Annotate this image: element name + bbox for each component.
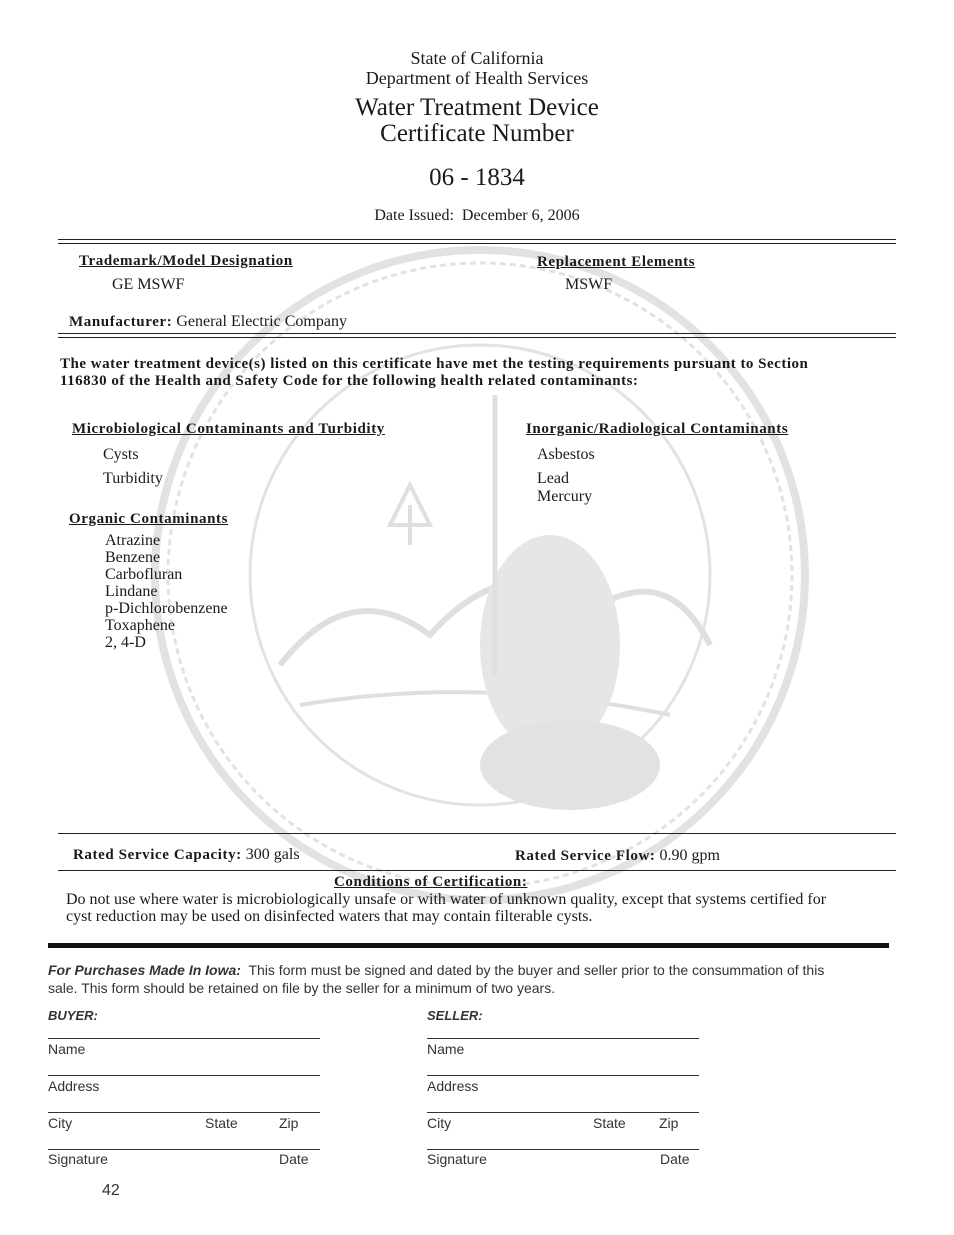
replacement-value: MSWF xyxy=(565,276,613,293)
list-item: p-Dichlorobenzene xyxy=(105,600,228,617)
inorganic-heading: Inorganic/Radiological Contaminants xyxy=(526,421,789,437)
capacity-row xyxy=(73,846,300,864)
iowa-line-1: This form must be signed and dated by the buyer and seller prior to the consummation of this xyxy=(248,962,825,978)
seller-city-label: City xyxy=(427,1115,452,1131)
buyer-city-label: City xyxy=(48,1115,73,1131)
seller-city-line[interactable] xyxy=(427,1112,699,1113)
seller-name-line[interactable] xyxy=(427,1038,699,1039)
buyer-state-label: State xyxy=(205,1115,238,1131)
organic-heading: Organic Contaminants xyxy=(69,511,229,527)
seller-signature-line[interactable] xyxy=(427,1149,699,1150)
list-item: Toxaphene xyxy=(105,617,175,634)
seller-heading: SELLER: xyxy=(427,1008,483,1023)
list-item: Turbidity xyxy=(103,470,163,487)
buyer-name-label: Name xyxy=(48,1041,86,1057)
iowa-lead: For Purchases Made In Iowa: xyxy=(48,962,241,978)
department-name: Department of Health Services xyxy=(365,68,589,88)
list-item: 2, 4-D xyxy=(105,634,146,651)
date-issued xyxy=(0,207,954,225)
microbiological-heading: Microbiological Contaminants and Turbidity xyxy=(72,421,385,437)
list-item: Atrazine xyxy=(105,532,161,549)
date-issued-label: Date Issued: xyxy=(374,207,454,224)
manufacturer-label: Manufacturer: xyxy=(69,314,173,330)
seller-zip-label: Zip xyxy=(659,1115,679,1131)
trademark-value: GE MSWF xyxy=(112,276,185,293)
iowa-notice xyxy=(48,962,824,978)
state-seal-watermark xyxy=(150,245,810,905)
manufacturer-value: General Electric Company xyxy=(176,313,347,330)
conditions-line-1: Do not use where water is microbiologically unsafe or with water of unknown quality, except that systems certified for xyxy=(66,891,827,908)
flow-value: 0.90 gpm xyxy=(659,847,720,864)
list-item: Asbestos xyxy=(537,446,595,463)
seller-signature-label: Signature xyxy=(427,1151,487,1167)
conditions-heading: Conditions of Certification: xyxy=(334,874,528,890)
certificate-subtitle: Certificate Number xyxy=(380,120,574,147)
buyer-address-line[interactable] xyxy=(48,1075,320,1076)
date-issued-value: December 6, 2006 xyxy=(461,207,580,224)
conditions-line-2: cyst reduction may be used on disinfected waters that may contain filterable cysts. xyxy=(66,908,593,925)
buyer-city-line[interactable] xyxy=(48,1112,320,1113)
certificate-number: 06 - 1834 xyxy=(429,164,525,191)
buyer-signature-label: Signature xyxy=(48,1151,108,1167)
seller-address-label: Address xyxy=(427,1078,479,1094)
seller-state-label: State xyxy=(593,1115,626,1131)
section-divider xyxy=(48,943,889,948)
seller-date-label: Date xyxy=(660,1151,690,1167)
trademark-heading: Trademark/Model Designation xyxy=(79,253,293,269)
buyer-date-label: Date xyxy=(279,1151,309,1167)
list-item: Lead xyxy=(537,470,569,487)
buyer-signature-line[interactable] xyxy=(48,1149,320,1150)
list-item: Lindane xyxy=(105,583,158,600)
list-item: Benzene xyxy=(105,549,161,566)
seller-name-label: Name xyxy=(427,1041,465,1057)
buyer-heading: BUYER: xyxy=(48,1008,98,1023)
buyer-zip-label: Zip xyxy=(279,1115,299,1131)
capacity-label: Rated Service Capacity: xyxy=(73,847,242,863)
flow-label: Rated Service Flow: xyxy=(515,848,656,864)
statement-line-2: 116830 of the Health and Safety Code for the following health related contaminants: xyxy=(60,373,639,389)
manufacturer-row xyxy=(69,313,347,331)
iowa-line-2: sale. This form should be retained on file by the seller for a minimum of two years. xyxy=(48,980,556,996)
state-name: State of California xyxy=(410,48,544,68)
list-item: Cysts xyxy=(103,446,139,463)
flow-row xyxy=(515,847,720,865)
statement-line-1: The water treatment device(s) listed on this certificate have met the testing requirements pursuant to Section xyxy=(60,356,809,372)
replacement-heading: Replacement Elements xyxy=(537,254,696,270)
certificate-title: Water Treatment Device xyxy=(355,94,599,121)
buyer-name-line[interactable] xyxy=(48,1038,320,1039)
seller-address-line[interactable] xyxy=(427,1075,699,1076)
buyer-address-label: Address xyxy=(48,1078,100,1094)
page-number: 42 xyxy=(102,1182,120,1199)
organic-list xyxy=(105,532,228,651)
list-item: Carbofluran xyxy=(105,566,183,583)
list-item: Mercury xyxy=(537,488,593,505)
capacity-value: 300 gals xyxy=(245,846,300,863)
